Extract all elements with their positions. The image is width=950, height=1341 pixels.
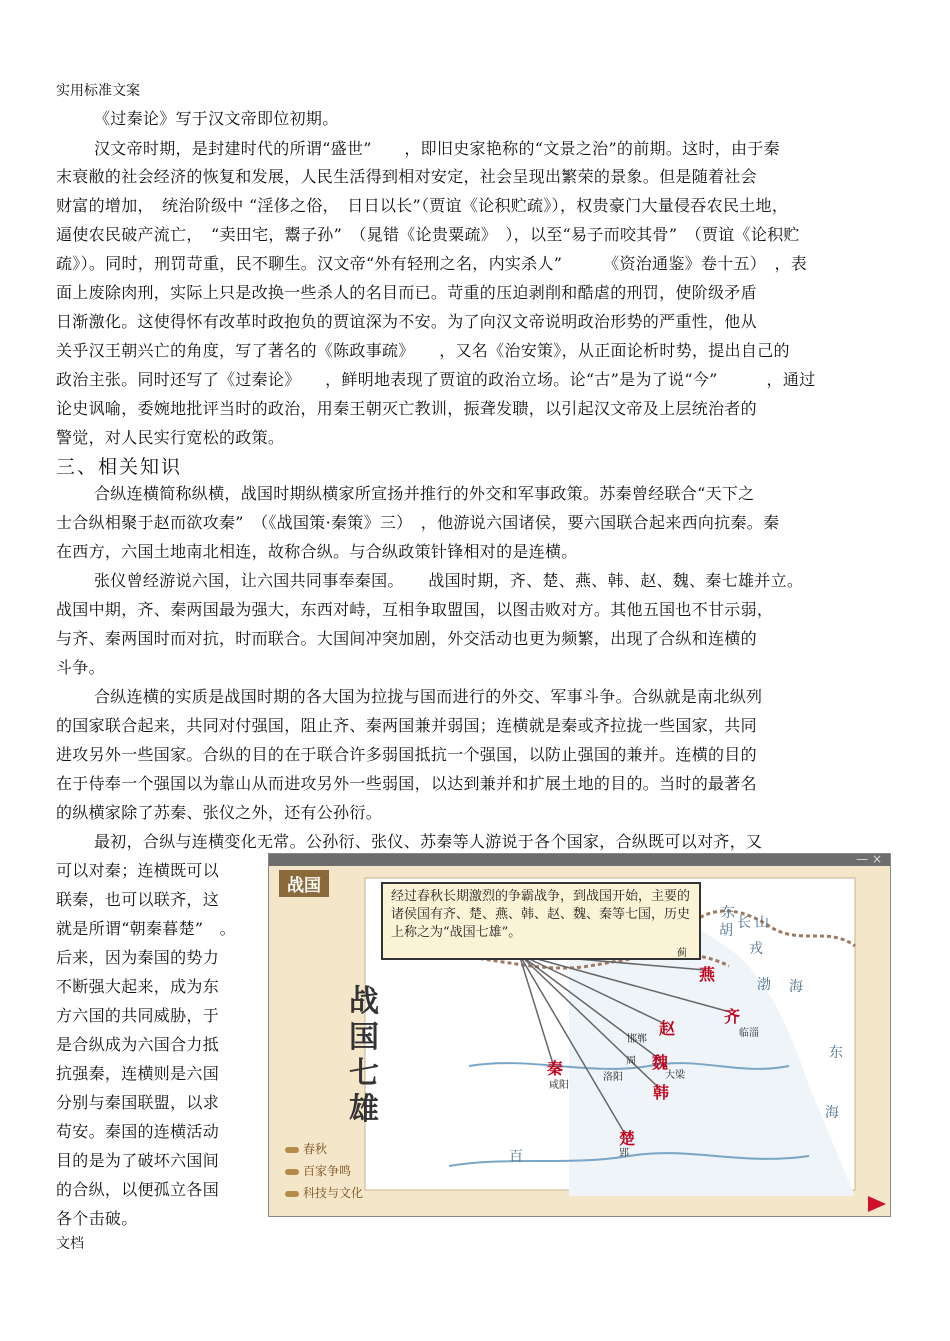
side-text-line: 联秦，也可以联齐，这: [56, 890, 220, 909]
state-label: 赵: [659, 1019, 676, 1038]
map-title: 战国七雄: [349, 984, 379, 1127]
state-label: 秦: [547, 1059, 564, 1078]
text-line: 日渐激化。这使得怀有改革时政抱负的贾谊深为不安。为了向汉文帝说明政治形势的严重性，他从: [56, 312, 757, 331]
text-line: 警觉，对人民实行宽松的政策。: [56, 428, 285, 447]
city-label: 咸阳: [549, 1080, 569, 1091]
text-line: 战国中期，齐、秦两国最为强大，东西对峙，互相争取盟国，以图击败对方。其他五国也不甘示弱，: [56, 600, 774, 619]
geo-label: 渤: [757, 977, 771, 993]
next-arrow-icon[interactable]: [868, 1196, 886, 1212]
side-text-line: 就是所谓“朝秦暮楚” 。: [56, 919, 236, 938]
text-line: 最初，合纵与连横变化无常。公孙衍、张仪、苏秦等人游说于各个国家，合纵既可以对齐，又: [94, 832, 763, 851]
geo-label: 百: [509, 1149, 523, 1165]
city-label: 周: [626, 1056, 636, 1067]
state-label: 齐: [724, 1007, 741, 1026]
map-tag: 战国: [279, 870, 329, 897]
city-label: 邯郸: [627, 1034, 647, 1045]
section-title: 三、相关知识: [56, 456, 183, 478]
map-titlebar: [269, 854, 890, 866]
text-line: 末衰敝的社会经济的恢复和发展，人民生活得到相对安定，社会呈现出繁荣的景象。但是随着社会: [56, 167, 757, 186]
city-label: 蓟: [677, 948, 687, 959]
legend-bullet-icon: [285, 1147, 299, 1153]
side-text-line: 分别与秦国联盟，以求: [56, 1093, 220, 1112]
warring-states-map-widget: [268, 853, 891, 1217]
geo-label: 戎: [749, 941, 763, 957]
legend-bullet-icon: [285, 1169, 299, 1175]
geo-label: 东: [829, 1045, 843, 1061]
side-text-line: 可以对秦；连横既可以: [56, 861, 220, 880]
city-label: 临淄: [739, 1028, 759, 1039]
legend-label: 科技与文化: [303, 1186, 364, 1200]
geo-label: 长: [737, 915, 751, 931]
text-line: 逼使农民破产流亡， “卖田宅，鬻子孙” （晁错《论贵粟疏》 ），以至“易子而咬其骨” （贾谊《论积贮: [56, 225, 800, 244]
text-line: 疏》）。同时，刑罚苛重，民不聊生。汉文帝“外有轻刑之名，内实杀人” 《资治通鉴》卷十五） ，表: [56, 254, 808, 273]
side-text-line: 不断强大起来，成为东: [56, 977, 220, 996]
text-line: 进攻另外一些国家。合纵的目的在于联合许多弱国抵抗一个强国，以防止强国的兼并。连横的目的: [56, 745, 757, 764]
geo-label: 海: [789, 979, 803, 995]
city-label: 洛阳: [603, 1072, 623, 1083]
city-label: 郢: [619, 1148, 629, 1159]
page-footer: 文档: [56, 1236, 84, 1252]
map-callout: 经过春秋长期激烈的争霸战争，到战国开始，主要的诸侯国有齐、楚、燕、韩、赵、魏、秦等七国，历史上称之为“战国七雄”。: [381, 882, 701, 960]
city-label: 大梁: [665, 1070, 685, 1081]
geo-label: 海: [825, 1105, 839, 1121]
legend-item[interactable]: [285, 1162, 351, 1179]
text-line: 合纵连横的实质是战国时期的各大国为拉拢与国而进行的外交、军事斗争。合纵就是南北纵列: [94, 687, 763, 706]
text-line: 在于侍奉一个强国以为靠山从而进攻另外一些弱国，以达到兼并和扩展土地的目的。当时的最著名: [56, 774, 757, 793]
text-line: 的国家联合起来，共同对付强国，阻止齐、秦两国兼并弱国；连横就是秦或齐拉拢一些国家，共同: [56, 716, 757, 735]
text-line: 汉文帝时期，是封建时代的所谓“盛世” ，即旧史家艳称的“文景之治”的前期。这时，由于秦: [94, 139, 780, 158]
text-line: 士合纵相聚于赵而欲攻秦” （《战国策·秦策》三） ，他游说六国诸侯，要六国联合起来西向抗秦。秦: [56, 513, 780, 532]
text-line: 张仪曾经游说六国，让六国共同事奉秦国。 战国时期，齐、楚、燕、韩、赵、魏、秦七雄并立。: [94, 571, 804, 590]
text-line: 《过秦论》写于汉文帝即位初期。: [94, 109, 339, 128]
text-line: 在西方，六国土地南北相连，故称合纵。与合纵政策针锋相对的是连横。: [56, 542, 578, 561]
geo-label: 胡: [719, 923, 733, 939]
text-line: 政治主张。同时还写了《过秦论》 ，鲜明地表现了贾谊的政治立场。论“古”是为了说“今” ，通过: [56, 370, 816, 389]
window-controls[interactable]: — ×: [856, 853, 882, 866]
text-line: 的纵横家除了苏秦、张仪之外，还有公孙衍。: [56, 803, 383, 822]
side-text-line: 各个击破。: [56, 1209, 138, 1228]
side-text-line: 方六国的共同威胁，于: [56, 1006, 220, 1025]
page-header: 实用标准文案: [56, 83, 140, 99]
state-label: 魏: [652, 1053, 669, 1072]
text-line: 面上废除肉刑，实际上只是改换一些杀人的名目而已。苛重的压迫剥削和酷虐的刑罚，使阶级矛盾: [56, 283, 757, 302]
text-line: 关乎汉王朝兴亡的角度，写了著名的《陈政事疏》 ，又名《治安策》，从正面论析时势，提出自己的: [56, 341, 790, 360]
legend-bullet-icon: [285, 1191, 299, 1197]
text-line: 合纵连横简称纵横，战国时期纵横家所宣扬并推行的外交和军事政策。苏秦曾经联合“天下之: [94, 484, 755, 503]
geo-label: 山: [755, 915, 769, 931]
legend-label: 春秋: [303, 1142, 328, 1156]
state-label: 楚: [619, 1129, 636, 1148]
text-line: 论史讽喻，委婉地批评当时的政治，用秦王朝灭亡教训，振聋发聩，以引起汉文帝及上层统治者的: [56, 399, 757, 418]
side-text-line: 苟安。秦国的连横活动: [56, 1122, 220, 1141]
side-text-line: 抗强秦，连横则是六国: [56, 1064, 220, 1083]
state-label: 燕: [699, 965, 716, 984]
legend-item[interactable]: [285, 1140, 327, 1157]
text-line: 斗争。: [56, 658, 105, 677]
side-text-line: 的合纵，以便孤立各国: [56, 1180, 220, 1199]
side-text-line: 目的是为了破坏六国间: [56, 1151, 220, 1170]
geo-label: 东: [721, 905, 735, 921]
legend-item[interactable]: [285, 1184, 363, 1201]
text-line: 与齐、秦两国时而对抗，时而联合。大国间冲突加剧，外交活动也更为频繁，出现了合纵和连横的: [56, 629, 757, 648]
side-text-line: 后来，因为秦国的势力: [56, 948, 220, 967]
text-line: 财富的增加， 统治阶级中 “淫侈之俗， 日日以长”（贾谊《论积贮疏》），权贵豪门大量侵吞农民土地，: [56, 196, 789, 215]
legend-label: 百家争鸣: [303, 1164, 352, 1178]
side-text-line: 是合纵成为六国合力抵: [56, 1035, 220, 1054]
state-label: 韩: [653, 1083, 670, 1102]
